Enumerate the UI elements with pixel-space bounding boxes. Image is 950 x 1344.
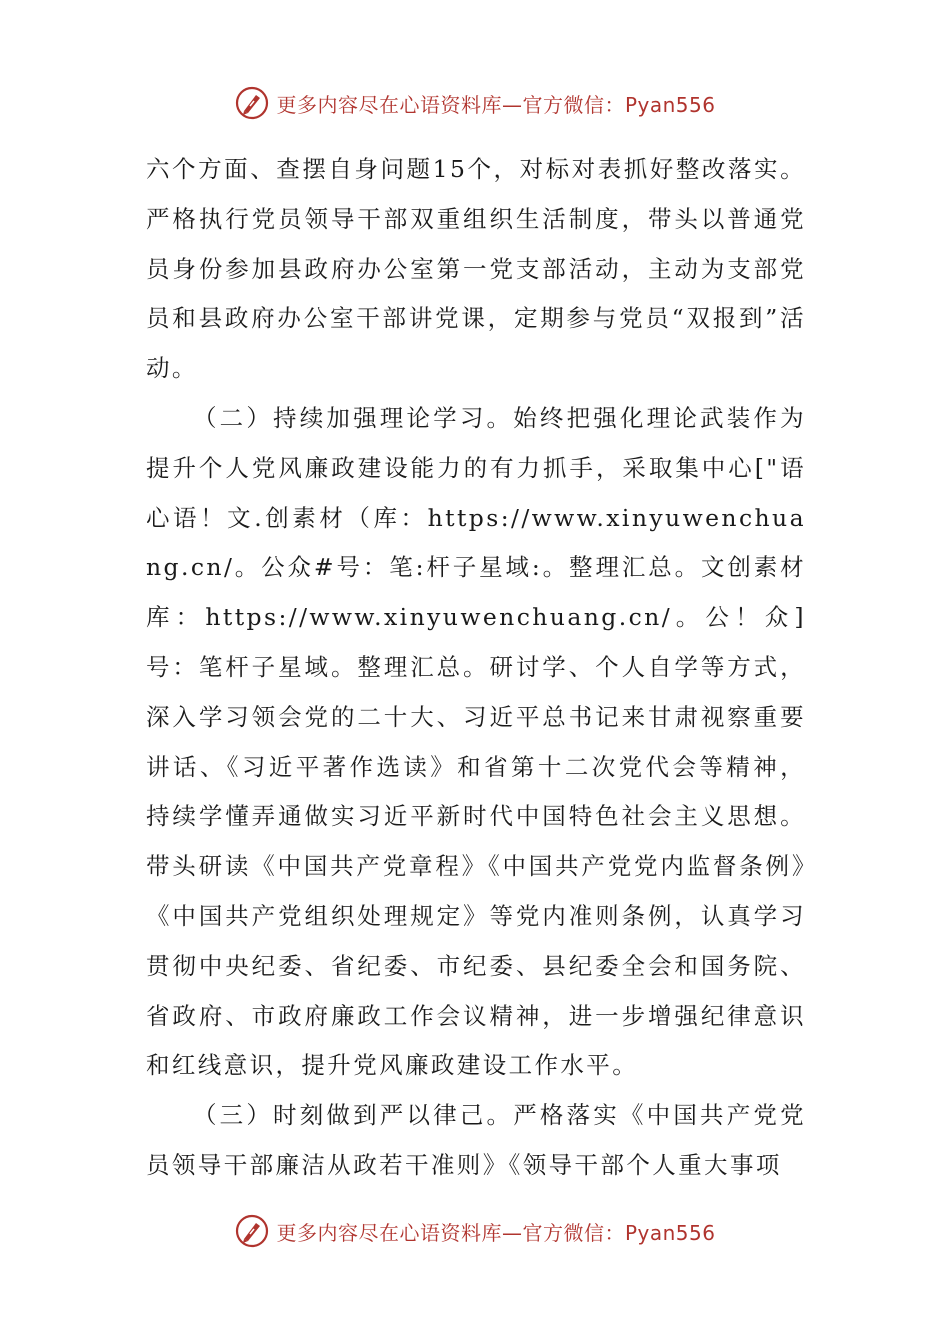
banner-text: 更多内容尽在心语资料库—官方微信：Pyan556 xyxy=(276,1220,716,1245)
banner-text: 更多内容尽在心语资料库—官方微信：Pyan556 xyxy=(276,92,716,117)
paragraph-3: （三）时刻做到严以律己。严格落实《中国共产党党员领导干部廉洁从政若干准则》《领导干部个人重大事项 xyxy=(146,1101,806,1179)
document-body xyxy=(146,145,806,1191)
pen-nib-logo-icon xyxy=(234,85,270,121)
paragraph-2: （二）持续加强理论学习。始终把强化理论武装作为提升个人党风廉政建设能力的有力抓手，采取集中心["语心语！文.创素材（库：https://www.xinyuwenchuang.cn/。公众#号：笔:杆子星域:。整理汇总。文创素材库：https://www.xinyuwenchuang.cn/。公！众]号：笔杆子星域。整理汇总。研讨学、个人自学等方式，深入学习领会党的二十大、习近平总书记来甘肃视察重要讲话、《习近平著作选读》和省第十二次党代会等精神，持续学懂弄通做实习近平新时代中国特色社会主义思想。带头研读《中国共产党章程》《中国共产党党内监督条例》《中国共产党组织处理规定》等党内准则条例，认真学习贯彻中央纪委、省纪委、市纪委、县纪委全会和国务院、省政府、市政府廉政工作会议精神，进一步增强纪律意识和红线意识，提升党风廉政建设工作水平。 xyxy=(146,403,806,1080)
header-banner xyxy=(0,78,950,128)
paragraph-1: 六个方面、查摆自身问题15个，对标对表抓好整改落实。严格执行党员领导干部双重组织生活制度，带头以普通党员身份参加县政府办公室第一党支部活动，主动为支部党员和县政府办公室干部讲党课，定期参与党员“双报到”活动。 xyxy=(146,155,806,383)
pen-nib-logo-icon xyxy=(234,1213,270,1249)
footer-banner xyxy=(0,1206,950,1256)
